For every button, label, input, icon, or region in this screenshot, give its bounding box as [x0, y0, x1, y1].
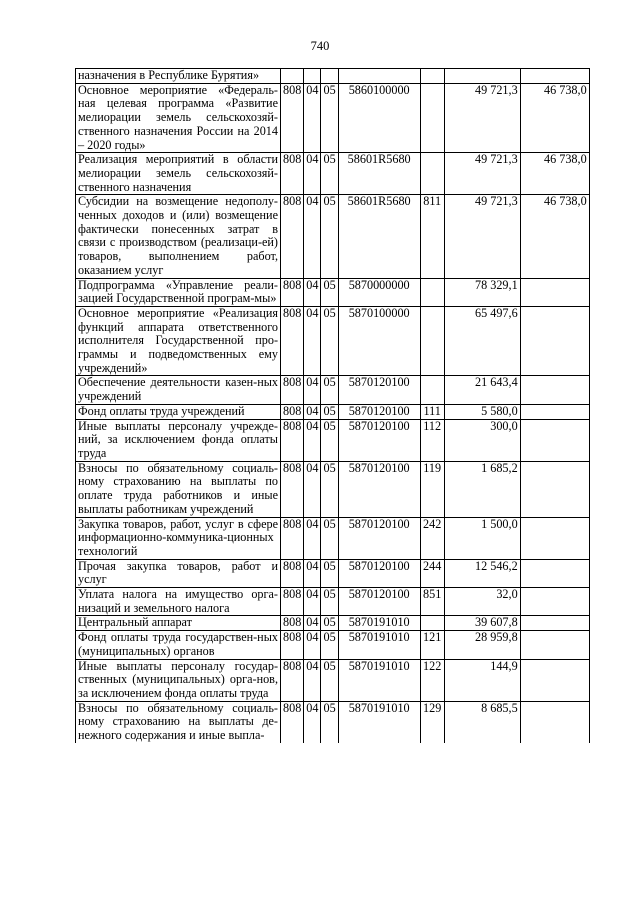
cell-sum-1: 78 329,1 — [444, 278, 520, 306]
cell-vr: 851 — [420, 588, 444, 616]
cell-csr: 5870191010 — [338, 701, 420, 743]
table-row — [76, 588, 590, 616]
cell-ved — [281, 69, 304, 84]
cell-sum-2 — [520, 461, 589, 517]
cell-vr: 129 — [420, 701, 444, 743]
cell-sum-1: 21 643,4 — [444, 376, 520, 404]
cell-sum-2: 46 738,0 — [520, 195, 589, 278]
cell-rz: 04 — [304, 701, 321, 743]
cell-sum-1: 12 546,2 — [444, 559, 520, 587]
page-number: 740 — [310, 39, 330, 53]
cell-rz: 04 — [304, 631, 321, 659]
cell-sum-1: 5 580,0 — [444, 404, 520, 419]
cell-name: Фонд оплаты труда государствен-ных (муниципальных) органов — [76, 631, 281, 659]
cell-name: Фонд оплаты труда учреждений — [76, 404, 281, 419]
cell-name: Центральный аппарат — [76, 616, 281, 631]
cell-csr: 5870120100 — [338, 404, 420, 419]
budget-table — [75, 68, 590, 743]
cell-rz: 04 — [304, 195, 321, 278]
cell-sum-1 — [444, 69, 520, 84]
cell-sum-1: 1 500,0 — [444, 517, 520, 559]
cell-sum-2 — [520, 631, 589, 659]
cell-name: Уплата налога на имущество орга-низаций и земельного налога — [76, 588, 281, 616]
cell-sum-1: 144,9 — [444, 659, 520, 701]
cell-rz: 04 — [304, 659, 321, 701]
cell-name: Взносы по обязательному социаль-ному страхованию на выплаты по оплате труда работников и иные выплаты работникам учреждений — [76, 461, 281, 517]
cell-csr — [338, 69, 420, 84]
cell-ved: 808 — [281, 419, 304, 461]
cell-ved: 808 — [281, 559, 304, 587]
cell-pr: 05 — [321, 517, 338, 559]
cell-ved: 808 — [281, 659, 304, 701]
cell-pr: 05 — [321, 659, 338, 701]
cell-sum-2 — [520, 419, 589, 461]
cell-ved: 808 — [281, 631, 304, 659]
cell-ved: 808 — [281, 588, 304, 616]
cell-csr: 5870000000 — [338, 278, 420, 306]
cell-pr: 05 — [321, 616, 338, 631]
cell-name: Прочая закупка товаров, работ и услуг — [76, 559, 281, 587]
cell-csr: 5870120100 — [338, 559, 420, 587]
table-row — [76, 306, 590, 376]
table-row — [76, 404, 590, 419]
table-row — [76, 376, 590, 404]
cell-csr: 58601R5680 — [338, 153, 420, 195]
cell-ved: 808 — [281, 195, 304, 278]
cell-vr: 122 — [420, 659, 444, 701]
cell-pr: 05 — [321, 631, 338, 659]
cell-sum-2 — [520, 559, 589, 587]
cell-csr: 5860100000 — [338, 83, 420, 153]
cell-rz: 04 — [304, 83, 321, 153]
table-row — [76, 517, 590, 559]
cell-pr: 05 — [321, 83, 338, 153]
cell-vr: 121 — [420, 631, 444, 659]
cell-sum-2 — [520, 701, 589, 743]
cell-rz: 04 — [304, 616, 321, 631]
cell-rz — [304, 69, 321, 84]
table-row — [76, 616, 590, 631]
cell-csr: 5870191010 — [338, 659, 420, 701]
cell-vr: 811 — [420, 195, 444, 278]
table-row — [76, 461, 590, 517]
cell-pr: 05 — [321, 306, 338, 376]
cell-sum-2 — [520, 659, 589, 701]
cell-vr — [420, 153, 444, 195]
cell-sum-2 — [520, 588, 589, 616]
cell-sum-1: 300,0 — [444, 419, 520, 461]
cell-pr: 05 — [321, 419, 338, 461]
cell-vr — [420, 376, 444, 404]
cell-ved: 808 — [281, 83, 304, 153]
cell-csr: 58601R5680 — [338, 195, 420, 278]
cell-pr: 05 — [321, 461, 338, 517]
cell-sum-2: 46 738,0 — [520, 153, 589, 195]
cell-ved: 808 — [281, 278, 304, 306]
cell-name: назначения в Республике Бурятия» — [76, 69, 281, 84]
cell-vr: 119 — [420, 461, 444, 517]
cell-csr: 5870120100 — [338, 461, 420, 517]
cell-sum-2 — [520, 278, 589, 306]
table-row — [76, 153, 590, 195]
cell-sum-1: 1 685,2 — [444, 461, 520, 517]
cell-pr: 05 — [321, 278, 338, 306]
cell-sum-2 — [520, 306, 589, 376]
cell-vr: 112 — [420, 419, 444, 461]
cell-sum-2 — [520, 517, 589, 559]
cell-name: Закупка товаров, работ, услуг в сфере информационно-коммуника-ционных технологий — [76, 517, 281, 559]
cell-rz: 04 — [304, 588, 321, 616]
cell-pr — [321, 69, 338, 84]
table-row — [76, 278, 590, 306]
cell-csr: 5870100000 — [338, 306, 420, 376]
cell-sum-2 — [520, 376, 589, 404]
cell-rz: 04 — [304, 559, 321, 587]
cell-rz: 04 — [304, 153, 321, 195]
cell-pr: 05 — [321, 559, 338, 587]
table-row — [76, 559, 590, 587]
cell-sum-2 — [520, 616, 589, 631]
cell-pr: 05 — [321, 195, 338, 278]
cell-name: Субсидии на возмещение недополу-ченных доходов и (или) возмещение фактически понесенных затрат в связи с производством (реализаци-ей) товаров, выполнением работ, оказанием услуг — [76, 195, 281, 278]
cell-name: Основное мероприятие «Федераль-ная целевая программа «Развитие мелиорации земель сельскохозяй-ственного назначения России на 2014 – 2020 годы» — [76, 83, 281, 153]
cell-sum-1: 32,0 — [444, 588, 520, 616]
cell-ved: 808 — [281, 461, 304, 517]
table-row — [76, 83, 590, 153]
cell-ved: 808 — [281, 306, 304, 376]
cell-sum-1: 49 721,3 — [444, 83, 520, 153]
table-row — [76, 195, 590, 278]
cell-vr — [420, 278, 444, 306]
cell-vr — [420, 83, 444, 153]
cell-vr: 244 — [420, 559, 444, 587]
cell-rz: 04 — [304, 404, 321, 419]
cell-name: Иные выплаты персоналу государ-ственных (муниципальных) орга-нов, за исключением фонда оплаты труда — [76, 659, 281, 701]
table-row — [76, 701, 590, 743]
cell-name: Взносы по обязательному социаль-ному страхованию на выплаты де-нежного содержания и иные выпла- — [76, 701, 281, 743]
cell-sum-2: 46 738,0 — [520, 83, 589, 153]
cell-sum-1: 49 721,3 — [444, 195, 520, 278]
cell-sum-1: 28 959,8 — [444, 631, 520, 659]
cell-name: Подпрограмма «Управление реали-зацией Государственной програм-мы» — [76, 278, 281, 306]
cell-pr: 05 — [321, 153, 338, 195]
cell-name: Основное мероприятие «Реализация функций аппарата ответственного исполнителя Государственной про-граммы и подведомственных ему учреждений» — [76, 306, 281, 376]
cell-pr: 05 — [321, 588, 338, 616]
table-body — [76, 69, 590, 743]
cell-csr: 5870120100 — [338, 588, 420, 616]
cell-name: Иные выплаты персоналу учрежде-ний, за исключением фонда оплаты труда — [76, 419, 281, 461]
cell-sum-1: 8 685,5 — [444, 701, 520, 743]
cell-pr: 05 — [321, 404, 338, 419]
cell-pr: 05 — [321, 376, 338, 404]
cell-vr — [420, 69, 444, 84]
cell-sum-2 — [520, 69, 589, 84]
table-row — [76, 419, 590, 461]
cell-ved: 808 — [281, 153, 304, 195]
cell-rz: 04 — [304, 419, 321, 461]
cell-ved: 808 — [281, 616, 304, 631]
cell-ved: 808 — [281, 376, 304, 404]
cell-sum-2 — [520, 404, 589, 419]
cell-csr: 5870120100 — [338, 419, 420, 461]
cell-vr: 111 — [420, 404, 444, 419]
cell-name: Обеспечение деятельности казен-ных учреждений — [76, 376, 281, 404]
cell-sum-1: 65 497,6 — [444, 306, 520, 376]
cell-rz: 04 — [304, 376, 321, 404]
cell-rz: 04 — [304, 461, 321, 517]
cell-pr: 05 — [321, 701, 338, 743]
cell-ved: 808 — [281, 404, 304, 419]
cell-name: Реализация мероприятий в области мелиорации земель сельскохозяй-ственного назначения — [76, 153, 281, 195]
table-row — [76, 659, 590, 701]
cell-sum-1: 49 721,3 — [444, 153, 520, 195]
cell-ved: 808 — [281, 701, 304, 743]
table-row — [76, 631, 590, 659]
table-row — [76, 69, 590, 84]
cell-csr: 5870191010 — [338, 631, 420, 659]
cell-sum-1: 39 607,8 — [444, 616, 520, 631]
cell-vr: 242 — [420, 517, 444, 559]
cell-csr: 5870120100 — [338, 517, 420, 559]
cell-rz: 04 — [304, 306, 321, 376]
cell-csr: 5870191010 — [338, 616, 420, 631]
cell-rz: 04 — [304, 278, 321, 306]
cell-ved: 808 — [281, 517, 304, 559]
cell-vr — [420, 306, 444, 376]
cell-rz: 04 — [304, 517, 321, 559]
cell-csr: 5870120100 — [338, 376, 420, 404]
cell-vr — [420, 616, 444, 631]
